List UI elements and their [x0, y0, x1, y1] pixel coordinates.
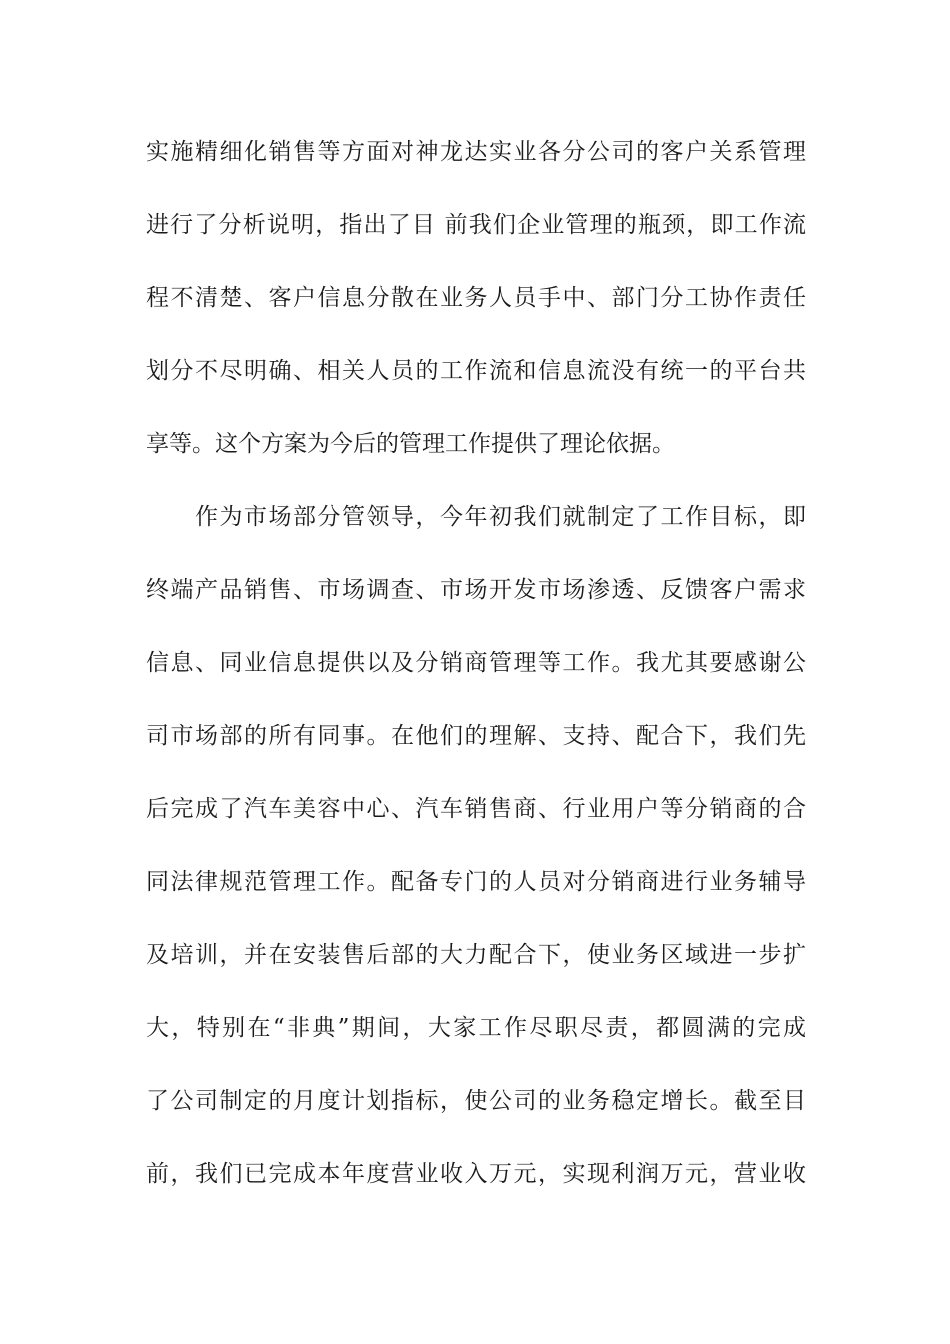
text-line: 划分不尽明确、相关人员的工作流和信息流没有统一的平台共: [146, 358, 806, 384]
text-line: 进行了分析说明，指出了目 前我们企业管理的瓶颈，即工作流: [146, 212, 806, 238]
document-body: [146, 128, 806, 1223]
text-line: 程不清楚、客户信息分散在业务人员手中、部门分工协作责任: [146, 285, 806, 311]
text-line: 终端产品销售、市场调查、市场开发市场渗透、反馈客户需求: [146, 577, 806, 603]
text-line: 同法律规范管理工作。配备专门的人员对分销商进行业务辅导: [146, 869, 806, 895]
text-line: 司市场部的所有同事。在他们的理解、支持、配合下，我们先: [146, 723, 806, 749]
text-line: 享等。这个方案为今后的管理工作提供了理论依据。: [146, 431, 675, 457]
text-line: 后完成了汽车美容中心、汽车销售商、行业用户等分销商的合: [146, 796, 806, 822]
text-line: 及培训，并在安装售后部的大力配合下，使业务区域进一步扩: [146, 942, 806, 968]
text-line: 了公司制定的月度计划指标，使公司的业务稳定增长。截至目: [146, 1088, 806, 1114]
paragraph-first-line: 作为市场部分管领导，今年初我们就制定了工作目标，即: [195, 504, 806, 530]
text-line: 信息、同业信息提供以及分销商管理等工作。我尤其要感谢公: [146, 650, 806, 676]
text-line: 前，我们已完成本年度营业收入万元，实现利润万元，营业收: [146, 1161, 806, 1187]
text-line: 实施精细化销售等方面对神龙达实业各分公司的客户关系管理: [146, 139, 806, 165]
text-line: 大，特别在“非典”期间，大家工作尽职尽责，都圆满的完成: [146, 1015, 806, 1041]
